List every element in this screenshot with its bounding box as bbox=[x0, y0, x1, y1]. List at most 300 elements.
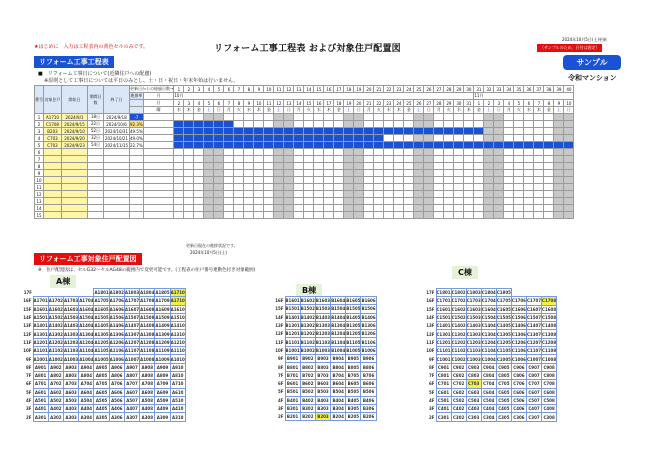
building-b-unit[interactable]: B1504 bbox=[331, 306, 346, 312]
building-a-unit[interactable]: A402 bbox=[50, 406, 62, 412]
building-b-unit[interactable]: B301 bbox=[286, 406, 299, 411]
building-c-unit[interactable]: C1106 bbox=[511, 348, 526, 354]
building-a-unit[interactable]: A707 bbox=[126, 381, 138, 387]
building-c-unit[interactable]: C306 bbox=[513, 414, 525, 420]
building-a-unit[interactable]: A1504 bbox=[79, 315, 94, 321]
building-b-unit[interactable]: B1202 bbox=[300, 331, 315, 337]
building-c-unit[interactable]: C1607 bbox=[526, 306, 542, 312]
building-a-unit[interactable]: A909 bbox=[156, 364, 169, 370]
sample-button[interactable]: サンプル bbox=[563, 55, 621, 70]
building-c-unit[interactable]: C603 bbox=[468, 389, 480, 395]
building-b-unit[interactable]: B1406 bbox=[361, 314, 376, 320]
building-c-unit[interactable]: C1207 bbox=[526, 339, 542, 345]
building-a-unit[interactable]: A801 bbox=[34, 373, 47, 379]
building-a-unit[interactable]: A1304 bbox=[79, 331, 94, 337]
building-b-unit[interactable]: B1003 bbox=[315, 347, 331, 353]
building-a-unit[interactable]: A502 bbox=[50, 398, 62, 403]
building-a-unit[interactable]: A1009 bbox=[155, 356, 170, 362]
building-b-unit[interactable]: B303 bbox=[317, 406, 329, 411]
building-b-unit[interactable]: B404 bbox=[332, 397, 344, 403]
building-a-unit[interactable]: A1501 bbox=[33, 315, 48, 321]
building-b-unit[interactable]: B201 bbox=[286, 414, 299, 420]
building-c-unit[interactable]: C901 bbox=[437, 364, 450, 370]
building-c-unit[interactable]: C601 bbox=[437, 389, 450, 395]
building-a-unit[interactable]: A302 bbox=[50, 414, 62, 420]
building-a-unit[interactable]: A1804 bbox=[140, 290, 155, 296]
building-b-unit[interactable]: B1401 bbox=[285, 314, 300, 320]
building-c-unit[interactable]: C802 bbox=[452, 373, 465, 379]
building-a-unit[interactable]: A903 bbox=[65, 364, 77, 370]
building-a-unit[interactable]: A1603 bbox=[63, 306, 79, 312]
building-a-unit[interactable]: A609 bbox=[156, 389, 169, 395]
building-c-unit[interactable]: C701 bbox=[437, 381, 450, 387]
building-a-unit[interactable]: A503 bbox=[65, 398, 77, 403]
building-c-unit[interactable]: C1301 bbox=[436, 331, 451, 337]
building-a-unit[interactable]: A407 bbox=[126, 406, 138, 412]
building-a-unit[interactable]: A907 bbox=[126, 364, 138, 370]
building-a-unit[interactable]: A1710 bbox=[170, 290, 185, 296]
building-a-unit[interactable]: A703 bbox=[65, 381, 77, 387]
building-c-unit[interactable]: C304 bbox=[483, 414, 495, 420]
building-a-unit[interactable]: A809 bbox=[156, 373, 169, 379]
building-c-unit[interactable]: C1006 bbox=[511, 356, 526, 362]
building-a-unit[interactable]: A1705 bbox=[94, 298, 109, 304]
building-b-unit[interactable]: B905 bbox=[347, 356, 360, 362]
building-a-unit[interactable]: A410 bbox=[172, 406, 184, 412]
building-a-unit[interactable]: A1008 bbox=[140, 356, 155, 362]
building-b-unit[interactable]: B502 bbox=[302, 389, 314, 395]
building-b-unit[interactable]: B703 bbox=[317, 372, 329, 378]
building-c-unit[interactable]: C1405 bbox=[496, 323, 511, 329]
building-a-unit[interactable]: A404 bbox=[80, 406, 93, 412]
building-a-unit[interactable]: A1605 bbox=[94, 306, 109, 312]
building-c-unit[interactable]: C1503 bbox=[466, 315, 481, 321]
building-b-unit[interactable]: B603 bbox=[317, 381, 329, 387]
building-a-unit[interactable]: A1107 bbox=[124, 348, 140, 354]
building-a-unit[interactable]: A1701 bbox=[33, 298, 48, 304]
building-c-unit[interactable]: C1003 bbox=[466, 356, 481, 362]
building-a-unit[interactable]: A1301 bbox=[33, 331, 48, 337]
building-a-unit[interactable]: A1105 bbox=[94, 348, 109, 354]
building-a-unit[interactable]: A1405 bbox=[94, 323, 109, 329]
building-a-unit[interactable]: A408 bbox=[141, 406, 153, 412]
building-a-unit[interactable]: A806 bbox=[111, 373, 123, 379]
building-a-unit[interactable]: A1306 bbox=[109, 331, 124, 337]
building-c-unit[interactable]: C1101 bbox=[436, 348, 451, 354]
building-c-unit[interactable]: C1705 bbox=[496, 298, 511, 304]
building-b-unit[interactable]: B1601 bbox=[285, 298, 300, 304]
building-a-unit[interactable]: A603 bbox=[65, 389, 77, 395]
building-a-unit[interactable]: A310 bbox=[172, 414, 184, 420]
building-a-unit[interactable]: A504 bbox=[80, 398, 93, 403]
building-c-unit[interactable]: C1204 bbox=[481, 339, 496, 345]
building-a-unit[interactable]: A805 bbox=[95, 373, 108, 379]
building-a-unit[interactable]: A405 bbox=[95, 406, 108, 412]
building-a-unit[interactable]: A1209 bbox=[155, 339, 170, 345]
building-c-unit[interactable]: C705 bbox=[498, 381, 510, 387]
building-b-unit[interactable]: B1404 bbox=[331, 314, 346, 320]
building-a-unit[interactable]: A904 bbox=[80, 364, 93, 370]
building-c-unit[interactable]: C704 bbox=[483, 381, 495, 387]
building-c-unit[interactable]: C902 bbox=[452, 364, 465, 370]
building-b-unit[interactable]: B902 bbox=[302, 356, 314, 362]
building-b-unit[interactable]: B403 bbox=[317, 397, 329, 403]
building-a-unit[interactable]: A1708 bbox=[140, 298, 155, 304]
building-a-unit[interactable]: A1606 bbox=[109, 306, 124, 312]
building-b-unit[interactable]: B1103 bbox=[315, 339, 331, 345]
building-a-unit[interactable]: A1310 bbox=[170, 331, 185, 337]
building-a-unit[interactable]: A1509 bbox=[155, 315, 170, 321]
building-a-unit[interactable]: A1205 bbox=[94, 339, 109, 345]
building-b-unit[interactable]: B1503 bbox=[315, 306, 331, 312]
building-c-unit[interactable]: C1603 bbox=[466, 306, 481, 312]
building-b-unit[interactable]: B1604 bbox=[331, 298, 346, 304]
building-a-unit[interactable]: A901 bbox=[34, 364, 47, 370]
building-a-unit[interactable]: A301 bbox=[34, 414, 47, 420]
building-b-unit[interactable]: B704 bbox=[332, 372, 344, 378]
building-c-unit[interactable]: C1801 bbox=[436, 290, 451, 296]
building-c-unit[interactable]: C1008 bbox=[542, 356, 557, 362]
building-c-unit[interactable]: C408 bbox=[543, 406, 555, 412]
building-c-unit[interactable]: C1104 bbox=[481, 348, 496, 354]
building-b-unit[interactable]: B1203 bbox=[315, 331, 331, 337]
building-a-unit[interactable]: A1409 bbox=[155, 323, 170, 329]
building-c-unit[interactable]: C502 bbox=[452, 398, 465, 403]
building-a-unit[interactable]: A1508 bbox=[140, 315, 155, 321]
building-a-unit[interactable]: A1703 bbox=[63, 298, 79, 304]
building-b-unit[interactable]: B1102 bbox=[300, 339, 315, 345]
building-a-unit[interactable]: A606 bbox=[111, 389, 123, 395]
building-c-unit[interactable]: C807 bbox=[528, 373, 540, 379]
building-c-unit[interactable]: C706 bbox=[513, 381, 525, 387]
building-c-unit[interactable]: C1007 bbox=[526, 356, 542, 362]
building-c-unit[interactable]: C604 bbox=[483, 389, 495, 395]
building-a-unit[interactable]: A702 bbox=[50, 381, 62, 387]
building-a-unit[interactable]: A1303 bbox=[63, 331, 79, 337]
building-c-unit[interactable]: C505 bbox=[498, 398, 510, 403]
building-c-unit[interactable]: C404 bbox=[483, 406, 495, 412]
building-c-unit[interactable]: C1406 bbox=[511, 323, 526, 329]
building-c-unit[interactable]: C1505 bbox=[496, 315, 511, 321]
building-a-unit[interactable]: A1707 bbox=[124, 298, 140, 304]
building-a-unit[interactable]: A1305 bbox=[94, 331, 109, 337]
building-c-unit[interactable]: C1604 bbox=[481, 306, 496, 312]
building-b-unit[interactable]: B803 bbox=[317, 364, 329, 370]
building-a-unit[interactable]: A1201 bbox=[33, 339, 48, 345]
building-a-unit[interactable]: A1010 bbox=[170, 356, 185, 362]
building-a-unit[interactable]: A305 bbox=[95, 414, 108, 420]
building-c-unit[interactable]: C1401 bbox=[436, 323, 451, 329]
building-a-unit[interactable]: A306 bbox=[111, 414, 123, 420]
building-a-unit[interactable]: A1607 bbox=[124, 306, 140, 312]
building-b-unit[interactable]: B505 bbox=[347, 389, 360, 395]
building-b-unit[interactable]: B1005 bbox=[346, 347, 361, 353]
building-c-unit[interactable]: C1502 bbox=[451, 315, 466, 321]
building-c-unit[interactable]: C1805 bbox=[496, 290, 511, 296]
building-a-unit[interactable]: A1001 bbox=[33, 356, 48, 362]
building-a-unit[interactable]: A1704 bbox=[79, 298, 94, 304]
building-a-unit[interactable]: A1404 bbox=[79, 323, 94, 329]
building-b-unit[interactable]: B805 bbox=[347, 364, 360, 370]
building-b-unit[interactable]: B1305 bbox=[346, 323, 361, 329]
building-b-unit[interactable]: B903 bbox=[317, 356, 329, 362]
building-b-unit[interactable]: B1002 bbox=[300, 347, 315, 353]
building-a-unit[interactable]: A1002 bbox=[48, 356, 63, 362]
building-a-unit[interactable]: A1202 bbox=[48, 339, 63, 345]
building-c-unit[interactable]: C1605 bbox=[496, 306, 511, 312]
building-c-unit[interactable]: C506 bbox=[513, 398, 525, 403]
building-c-unit[interactable]: C605 bbox=[498, 389, 510, 395]
building-c-unit[interactable]: C801 bbox=[437, 373, 450, 379]
building-c-unit[interactable]: C804 bbox=[483, 373, 495, 379]
building-c-unit[interactable]: C1108 bbox=[542, 348, 557, 354]
building-a-unit[interactable]: A1602 bbox=[48, 306, 63, 312]
building-c-unit[interactable]: C402 bbox=[452, 406, 465, 412]
building-b-unit[interactable]: B1501 bbox=[285, 306, 300, 312]
building-c-unit[interactable]: C303 bbox=[468, 414, 480, 420]
building-c-unit[interactable]: C806 bbox=[513, 373, 525, 379]
building-a-unit[interactable]: A1503 bbox=[63, 315, 79, 321]
building-a-unit[interactable]: A605 bbox=[95, 389, 108, 395]
building-a-unit[interactable]: A607 bbox=[126, 389, 138, 395]
building-a-unit[interactable]: A1510 bbox=[170, 315, 185, 321]
building-b-unit[interactable]: B701 bbox=[286, 372, 299, 378]
building-a-unit[interactable]: A1101 bbox=[33, 348, 48, 354]
building-a-unit[interactable]: A1406 bbox=[109, 323, 124, 329]
building-b-unit[interactable]: B1402 bbox=[300, 314, 315, 320]
building-c-unit[interactable]: C607 bbox=[528, 389, 540, 395]
building-c-unit[interactable]: C1105 bbox=[496, 348, 511, 354]
building-a-unit[interactable]: A602 bbox=[50, 389, 62, 395]
building-a-unit[interactable]: A1104 bbox=[79, 348, 94, 354]
building-b-unit[interactable]: B1204 bbox=[331, 331, 346, 337]
building-c-unit[interactable]: C602 bbox=[452, 389, 465, 395]
building-b-unit[interactable]: B1606 bbox=[361, 298, 376, 304]
building-c-unit[interactable]: C1803 bbox=[466, 290, 481, 296]
building-c-unit[interactable]: C1708 bbox=[542, 298, 557, 304]
building-c-unit[interactable]: C1307 bbox=[526, 331, 542, 337]
building-c-unit[interactable]: C903 bbox=[468, 364, 480, 370]
building-a-unit[interactable]: A1204 bbox=[79, 339, 94, 345]
building-a-unit[interactable]: A1408 bbox=[140, 323, 155, 329]
building-a-unit[interactable]: A1805 bbox=[155, 290, 170, 296]
building-b-unit[interactable]: B801 bbox=[286, 364, 299, 370]
building-a-unit[interactable]: A1410 bbox=[170, 323, 185, 329]
building-a-unit[interactable]: A601 bbox=[34, 389, 47, 395]
building-c-unit[interactable]: C305 bbox=[498, 414, 510, 420]
building-c-unit[interactable]: C1408 bbox=[542, 323, 557, 329]
building-a-unit[interactable]: A701 bbox=[34, 381, 47, 387]
building-b-unit[interactable]: B204 bbox=[332, 414, 344, 420]
building-a-unit[interactable]: A1407 bbox=[124, 323, 140, 329]
building-b-unit[interactable]: B906 bbox=[362, 356, 375, 362]
building-c-unit[interactable]: C1707 bbox=[526, 298, 542, 304]
building-a-unit[interactable]: A1003 bbox=[63, 356, 79, 362]
building-c-unit[interactable]: C707 bbox=[528, 381, 540, 387]
building-b-unit[interactable]: B1001 bbox=[285, 347, 300, 353]
building-c-unit[interactable]: C405 bbox=[498, 406, 510, 412]
building-c-unit[interactable]: C1407 bbox=[526, 323, 542, 329]
building-b-unit[interactable]: B1403 bbox=[315, 314, 331, 320]
building-c-unit[interactable]: C1208 bbox=[542, 339, 557, 345]
building-a-unit[interactable]: A1802 bbox=[109, 290, 124, 296]
building-a-unit[interactable]: A1309 bbox=[155, 331, 170, 337]
building-a-unit[interactable]: A905 bbox=[95, 364, 108, 370]
building-b-unit[interactable]: B304 bbox=[332, 406, 344, 411]
building-a-unit[interactable]: A610 bbox=[172, 389, 184, 395]
building-a-unit[interactable]: A910 bbox=[172, 364, 184, 370]
building-c-unit[interactable]: C1308 bbox=[542, 331, 557, 337]
building-c-unit[interactable]: C1001 bbox=[436, 356, 451, 362]
building-c-unit[interactable]: C507 bbox=[528, 398, 540, 403]
building-c-unit[interactable]: C503 bbox=[468, 398, 480, 403]
building-c-unit[interactable]: C703 bbox=[468, 381, 480, 387]
building-b-unit[interactable]: B501 bbox=[286, 389, 299, 395]
building-c-unit[interactable]: C308 bbox=[543, 414, 555, 420]
building-c-unit[interactable]: C907 bbox=[528, 364, 540, 370]
building-b-unit[interactable]: B506 bbox=[362, 389, 375, 395]
building-a-unit[interactable]: A1206 bbox=[109, 339, 124, 345]
building-b-unit[interactable]: B705 bbox=[347, 372, 360, 378]
building-c-unit[interactable]: C1107 bbox=[526, 348, 542, 354]
building-c-unit[interactable]: C508 bbox=[543, 398, 555, 403]
building-c-unit[interactable]: C1601 bbox=[436, 306, 451, 312]
building-c-unit[interactable]: C1203 bbox=[466, 339, 481, 345]
building-b-unit[interactable]: B1506 bbox=[361, 306, 376, 312]
building-b-unit[interactable]: B1304 bbox=[331, 323, 346, 329]
building-b-unit[interactable]: B401 bbox=[286, 397, 299, 403]
building-b-unit[interactable]: B503 bbox=[317, 389, 329, 395]
building-b-unit[interactable]: B1301 bbox=[285, 323, 300, 329]
building-a-unit[interactable]: A403 bbox=[65, 406, 77, 412]
building-a-unit[interactable]: A1007 bbox=[124, 356, 140, 362]
building-b-unit[interactable]: B904 bbox=[332, 356, 344, 362]
building-a-unit[interactable]: A1610 bbox=[170, 306, 185, 312]
building-b-unit[interactable]: B1206 bbox=[361, 331, 376, 337]
building-c-unit[interactable]: C808 bbox=[543, 373, 555, 379]
building-a-unit[interactable]: A906 bbox=[111, 364, 123, 370]
building-a-unit[interactable]: A604 bbox=[80, 389, 93, 395]
building-a-unit[interactable]: A1102 bbox=[48, 348, 63, 354]
building-b-unit[interactable]: B1201 bbox=[285, 331, 300, 337]
building-a-unit[interactable]: A1109 bbox=[155, 348, 170, 354]
building-b-unit[interactable]: B306 bbox=[362, 406, 375, 411]
building-c-unit[interactable]: C1608 bbox=[542, 306, 557, 312]
building-a-unit[interactable]: A807 bbox=[126, 373, 138, 379]
building-c-unit[interactable]: C1404 bbox=[481, 323, 496, 329]
building-c-unit[interactable]: C905 bbox=[498, 364, 510, 370]
building-c-unit[interactable]: C301 bbox=[437, 414, 450, 420]
building-c-unit[interactable]: C406 bbox=[513, 406, 525, 412]
building-a-unit[interactable]: A709 bbox=[156, 381, 169, 387]
building-c-unit[interactable]: C1602 bbox=[451, 306, 466, 312]
building-c-unit[interactable]: C1302 bbox=[451, 331, 466, 337]
building-b-unit[interactable]: B1105 bbox=[346, 339, 361, 345]
building-c-unit[interactable]: C401 bbox=[437, 406, 450, 412]
building-b-unit[interactable]: B206 bbox=[362, 414, 375, 420]
building-a-unit[interactable]: A1208 bbox=[140, 339, 155, 345]
building-b-unit[interactable]: B504 bbox=[332, 389, 344, 395]
building-c-unit[interactable]: C1206 bbox=[511, 339, 526, 345]
building-c-unit[interactable]: C1304 bbox=[481, 331, 496, 337]
building-a-unit[interactable]: A1207 bbox=[124, 339, 140, 345]
building-b-unit[interactable]: B1505 bbox=[346, 306, 361, 312]
building-a-unit[interactable]: A509 bbox=[156, 398, 169, 403]
building-b-unit[interactable]: B802 bbox=[302, 364, 314, 370]
building-a-unit[interactable]: A507 bbox=[126, 398, 138, 403]
building-b-unit[interactable]: B702 bbox=[302, 372, 314, 378]
building-a-unit[interactable]: A704 bbox=[80, 381, 93, 387]
building-a-unit[interactable]: A309 bbox=[156, 414, 169, 420]
building-b-unit[interactable]: B1004 bbox=[331, 347, 346, 353]
building-c-unit[interactable]: C1202 bbox=[451, 339, 466, 345]
building-b-unit[interactable]: B1405 bbox=[346, 314, 361, 320]
building-a-unit[interactable]: A1604 bbox=[79, 306, 94, 312]
building-a-unit[interactable]: A506 bbox=[111, 398, 123, 403]
building-a-unit[interactable]: A508 bbox=[141, 398, 153, 403]
building-b-unit[interactable]: B302 bbox=[302, 406, 314, 411]
building-c-unit[interactable]: C608 bbox=[543, 389, 555, 395]
building-a-unit[interactable]: A505 bbox=[95, 398, 108, 403]
building-b-unit[interactable]: B806 bbox=[362, 364, 375, 370]
building-c-unit[interactable]: C1802 bbox=[451, 290, 466, 296]
building-a-unit[interactable]: A706 bbox=[111, 381, 123, 387]
building-b-unit[interactable]: B1104 bbox=[331, 339, 346, 345]
building-c-unit[interactable]: C803 bbox=[468, 373, 480, 379]
building-a-unit[interactable]: A608 bbox=[141, 389, 153, 395]
building-c-unit[interactable]: C1002 bbox=[451, 356, 466, 362]
building-a-unit[interactable]: A1601 bbox=[33, 306, 48, 312]
building-c-unit[interactable]: C1606 bbox=[511, 306, 526, 312]
building-a-unit[interactable]: A804 bbox=[80, 373, 93, 379]
building-b-unit[interactable]: B406 bbox=[362, 397, 375, 403]
building-b-unit[interactable]: B1603 bbox=[315, 298, 331, 304]
building-c-unit[interactable]: C1201 bbox=[436, 339, 451, 345]
building-b-unit[interactable]: B1006 bbox=[361, 347, 376, 353]
building-c-unit[interactable]: C1504 bbox=[481, 315, 496, 321]
building-c-unit[interactable]: C1303 bbox=[466, 331, 481, 337]
building-c-unit[interactable]: C403 bbox=[468, 406, 480, 412]
building-c-unit[interactable]: C1205 bbox=[496, 339, 511, 345]
building-c-unit[interactable]: C1306 bbox=[511, 331, 526, 337]
building-a-unit[interactable]: A1103 bbox=[63, 348, 79, 354]
building-a-unit[interactable]: A1006 bbox=[109, 356, 124, 362]
building-c-unit[interactable]: C606 bbox=[513, 389, 525, 395]
building-c-unit[interactable]: C407 bbox=[528, 406, 540, 412]
building-a-unit[interactable]: A1507 bbox=[124, 315, 140, 321]
building-b-unit[interactable]: B1602 bbox=[300, 298, 315, 304]
building-a-unit[interactable]: A406 bbox=[111, 406, 123, 412]
building-b-unit[interactable]: B1302 bbox=[300, 323, 315, 329]
building-b-unit[interactable]: B1205 bbox=[346, 331, 361, 337]
building-c-unit[interactable]: C1508 bbox=[542, 315, 557, 321]
building-a-unit[interactable]: A1203 bbox=[63, 339, 79, 345]
building-c-unit[interactable]: C1506 bbox=[511, 315, 526, 321]
building-a-unit[interactable]: A501 bbox=[34, 398, 47, 403]
building-b-unit[interactable]: B1605 bbox=[346, 298, 361, 304]
building-a-unit[interactable]: A308 bbox=[141, 414, 153, 420]
building-a-unit[interactable]: A303 bbox=[65, 414, 77, 420]
building-c-unit[interactable]: C1103 bbox=[466, 348, 481, 354]
building-a-unit[interactable]: A1302 bbox=[48, 331, 63, 337]
building-b-unit[interactable]: B706 bbox=[362, 372, 375, 378]
building-b-unit[interactable]: B1502 bbox=[300, 306, 315, 312]
building-a-unit[interactable]: A708 bbox=[141, 381, 153, 387]
building-a-unit[interactable]: A1108 bbox=[140, 348, 155, 354]
building-a-unit[interactable]: A1004 bbox=[79, 356, 94, 362]
building-a-unit[interactable]: A1609 bbox=[155, 306, 170, 312]
building-c-unit[interactable]: C1102 bbox=[451, 348, 466, 354]
